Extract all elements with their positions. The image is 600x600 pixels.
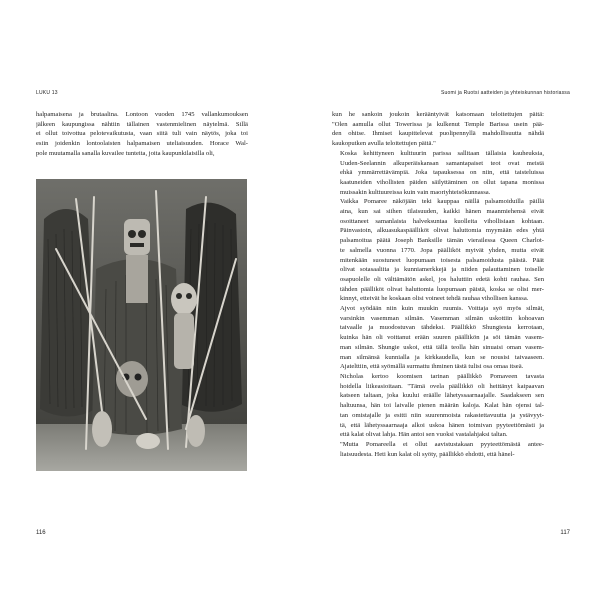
text-line: man silmän. Shungie uskoi, että tällä teolla hän sinuaisi oman vasem- [340,343,544,351]
text-line: aina, kun sai siihen tilaisuuden, kaikki hänen maanmiehensä eivät [340,208,544,216]
text-line: muissakin kulttuureissa kuin vain maoriyhteisökunnassa. [340,188,491,196]
text-line: osoittaneet samanlaista halveksuntaa kuolleita vihollisiaan kohtaan. [340,217,544,225]
text-line: varsinkin vasemman silmän. Vasemman silmän uskottiin kohoavan [340,314,544,322]
text-line: halpamaisena ja brutaalina. Lontoon vuoden 1745 vallankumouksen [36,111,248,118]
right-paragraph [332,149,544,198]
maori-artifacts-photo [36,179,247,471]
text-line: Nicholas kertoo koomisen tarinan päällikkö Pomaveen tavasta [340,372,544,380]
text-line: "Olen aamulla ollut Towerissa ja kulkenut Temple Barissa usein pää- [332,120,544,128]
text-line: Päinvastoin, alkuasukaspäälliköt olivat haluttomia myymään edes yhtä [340,227,544,235]
text-line: ehkä ymmärrettävämpiä. Joka tapauksessa on niin, että taisteluissa [340,169,544,177]
text-line: kun he sankoin joukoin kerääntyivät katsomaan teloitettujen päitä: [332,111,544,118]
text-line: kinnyt, etteivät he koskaan olisi voineet tehdä rauhaa vihollisen kanssa. [340,295,529,303]
left-page-number: 116 [36,530,46,536]
text-line: palsamoitua päätä Joseph Banksille tämän vierailessa Queen Charlot- [340,237,544,245]
text-line: man silmänsä kunnialla ja kirkkaudella, kun se nousisi taivaaseen. [340,353,544,361]
text-line: taivaalle ja muodostuvan tähdeksi. Päällikkö Shungiesta kerrotaan, [340,324,544,332]
text-line: pole muutamalla sanalla kuvailee tunteita, joita kaupunkilaisilla oli, [36,149,215,157]
text-line: hoidella liikeasioitaan. "Tämä ovela päällikkö oli heittänyt kaipaavan [340,382,544,390]
text-line: liaisuudesta. Heti kun kalat oli syöty, päällikkö ehdotti, että hänel- [340,450,515,458]
text-line: että kalat olivat lahja. Hän antoi sen vuoksi vastalahjaksi taltan. [340,431,508,439]
right-running-head: Suomi ja Ruotsi aatteiden ja yhteiskunnan historiassa [440,90,570,96]
right-paragraph [332,197,544,304]
text-line: olivat sotasaaliita ja kunniamerkkejä ja niiden palauttaminen toiselle [340,266,544,274]
text-line: te salmella vuonna 1770. Jopa päälliköt myivät yhden, mutta eivät [340,246,544,254]
photo-illustration [36,179,247,471]
text-line: ei ollut toivottua pelotevaikutusta, vaan siitä tuli vain näytös, joka toi [36,130,248,138]
right-text-block [332,110,544,459]
left-paragraph [36,110,248,159]
text-line: esiin joidenkin lontoolaisten halpamaisen uteliaisuuden. Horace Wal- [36,140,248,148]
text-line: katseen taltaan, joka kuului eräälle lähetyssaarnaajalle. Saadakseen sen [340,392,544,400]
text-line: tä, että lähetyssaarnaaja alkoi uskoa hänen toimivan pyyteettömästi ja [340,421,544,429]
text-line: Ajatelttiin, että syömällä surmattu ihminen tästä tulisi osa omaa itseä. [340,363,524,371]
left-text-block [36,110,248,159]
right-paragraph [332,110,544,149]
text-line: jälkeen kaupungissa nähtiin tällainen vastenmielinen näytelmä. Sillä [36,120,248,128]
text-line: tan omistajalle ja esitti niin suurenmoista rakastettavuutta ja ystävyyt- [340,411,544,419]
right-page-number: 117 [560,530,570,536]
right-paragraph [332,304,544,372]
text-line: tähden päälliköt olivat haluttomia luopumaan päistä, koska se olisi mer- [340,285,544,293]
text-line: kaukoputken avulla teloitettujen päitä." [332,140,436,148]
text-line: den ohitse. Ihmiset kaupittelevat puolipennyllä mahdollisuutta nähdä [332,130,544,138]
text-line: kuinka hän oli voittanut erään suuren päällikön ja söi tämän vasem- [340,334,544,342]
text-line: mitenkään suostuneet luopumaan toisesta palsamoidusta päästä. Päät [340,256,544,264]
text-line: Vaikka Pomaree näköjään teki kauppaa näillä palsamoiduilla päillä [340,198,544,206]
text-line: osapuolelle oli välttämätön askel, jos haluttiin edetä kohti rauhaa. Sen [340,275,544,283]
text-line: Uuden-Seelannin alkuperäiskansan samantapaiset teot ovat meistä [340,159,544,167]
text-line: "Mutta Pomareella ei ollut aavistustakaan pyyteettömästä antee- [340,440,544,448]
left-running-head: LUKU 13 [36,90,58,96]
text-line: Koska kehittyneen kulttuurin parissa sallitaan tällaisia kauheuksia, [340,149,544,157]
text-line: Ajvot syödään niin kuin muukin ruumis. Voittaja syö myös silmät, [340,305,544,313]
text-line: haltuunsa, hän toi laivalle pienen määrän kaloja. Kalat hän ojensi tal- [340,402,544,410]
right-paragraph [332,440,544,459]
right-paragraph [332,372,544,440]
right-page [300,0,600,600]
text-line: kaatuneiden vihollisten päiden säilyttäminen on ollut tapana monissa [340,178,544,186]
